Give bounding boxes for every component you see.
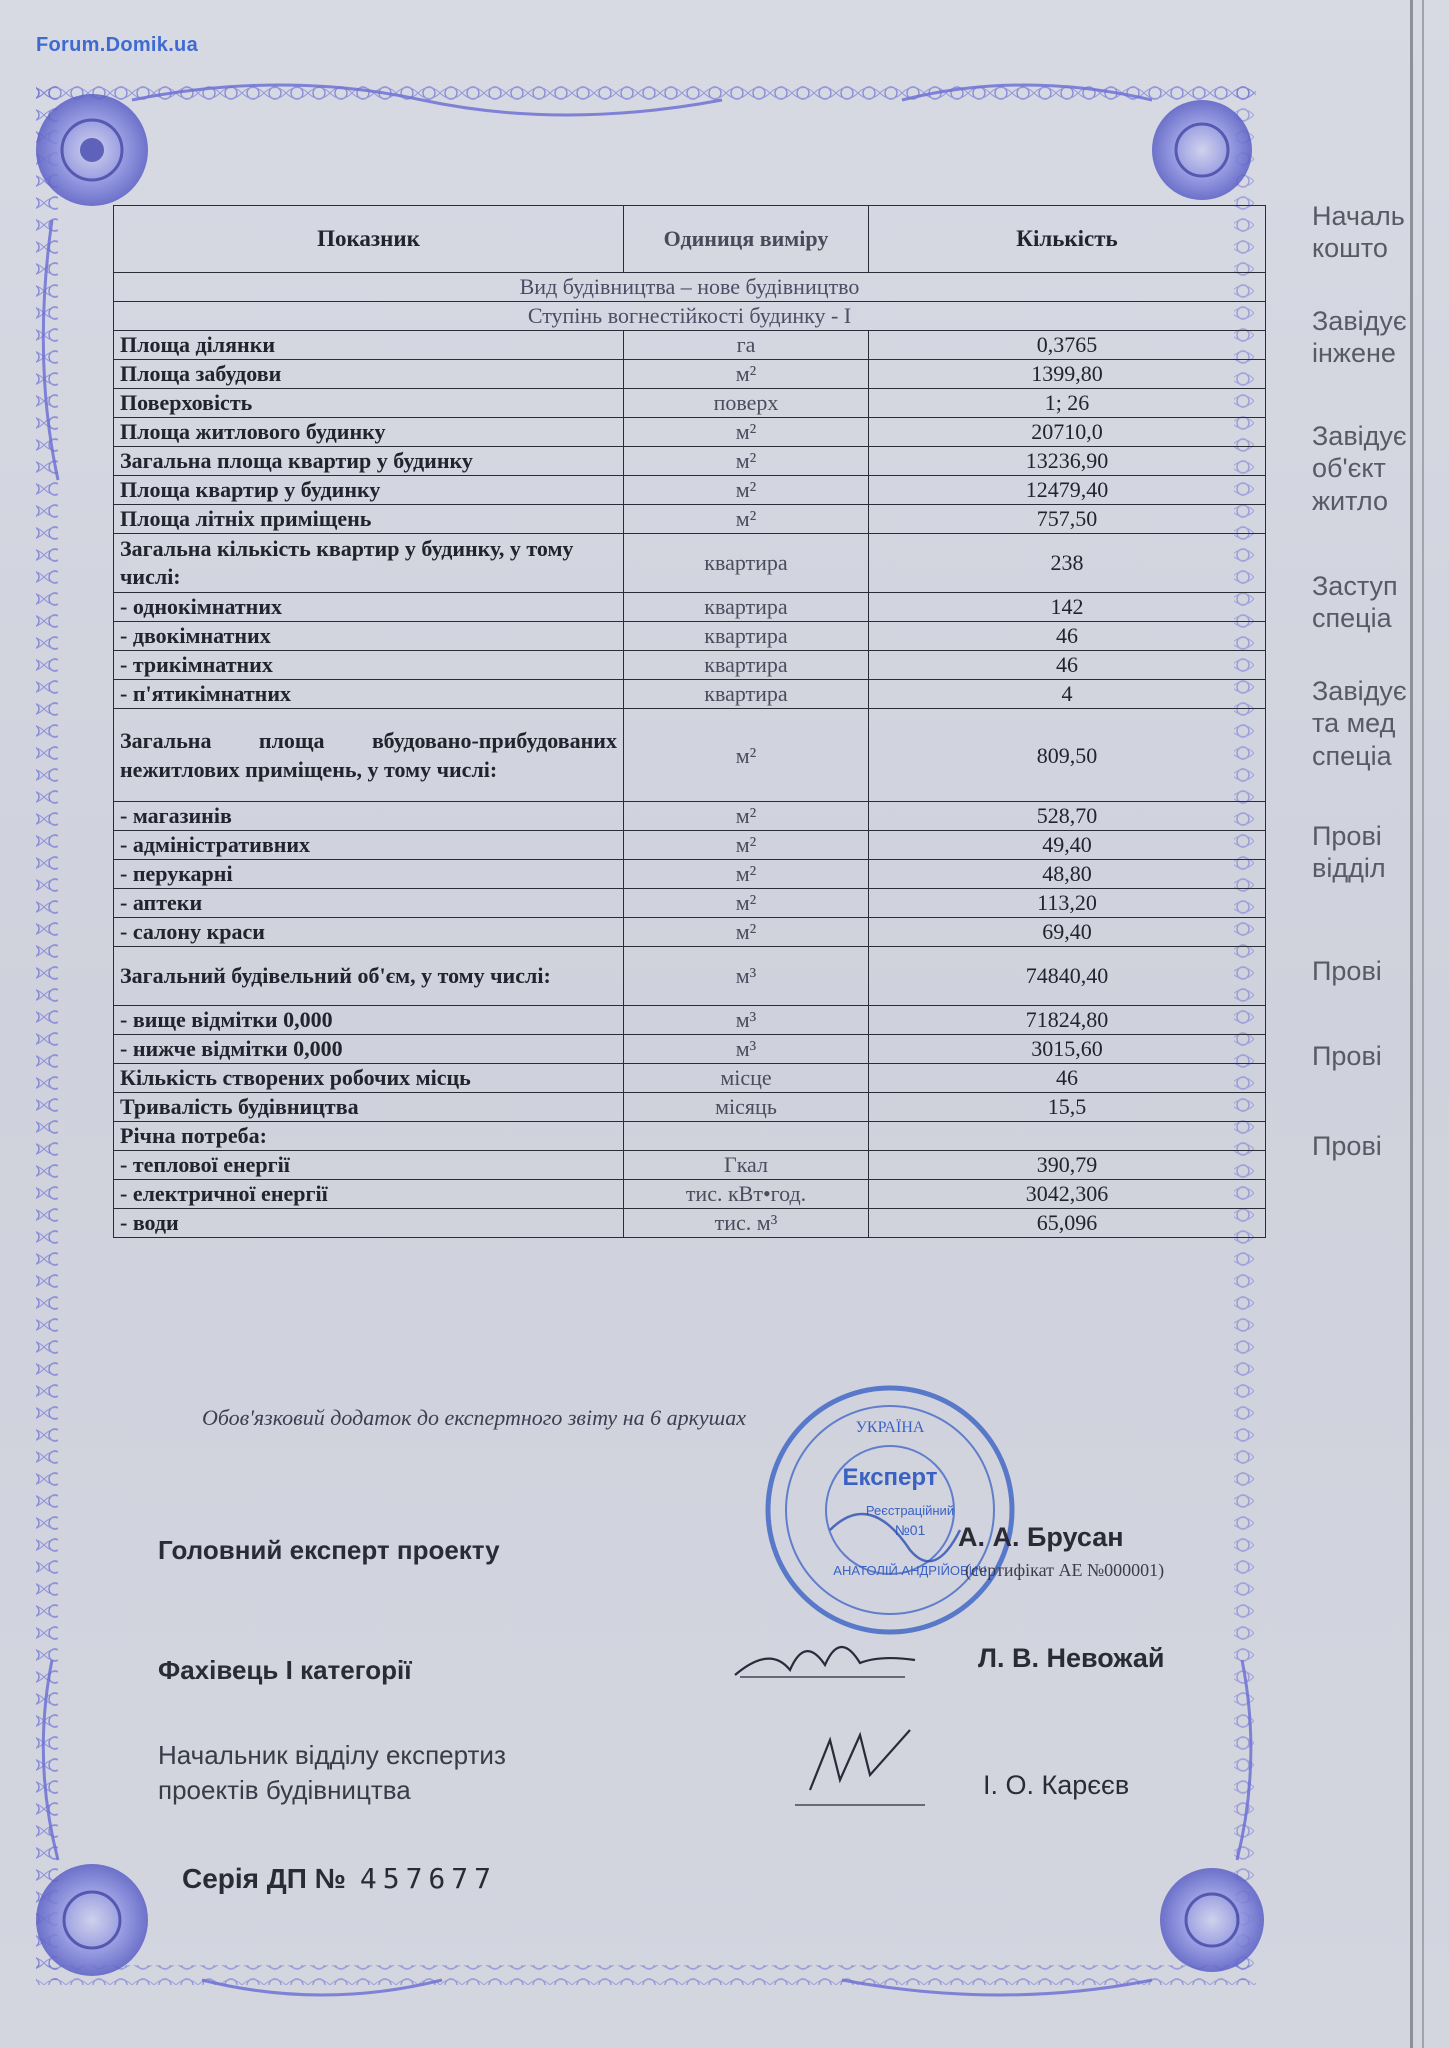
- series-digits: 457677: [359, 1862, 498, 1895]
- row-label: - магазинів: [114, 802, 624, 831]
- row-unit: м³: [624, 947, 869, 1006]
- section-row: [114, 273, 1266, 302]
- row-value: 69,40: [869, 918, 1266, 947]
- table-row: [114, 622, 1266, 651]
- section-row: [114, 302, 1266, 331]
- column-header-indicator: Показник: [114, 206, 624, 273]
- row-label: Площа літніх приміщень: [114, 505, 624, 534]
- table-row: [114, 709, 1266, 802]
- row-label: Загальна кількість квартир у будинку, у тому числі:: [114, 534, 624, 593]
- row-value: 49,40: [869, 831, 1266, 860]
- row-value: 390,79: [869, 1151, 1266, 1180]
- stamp-title: Експерт: [842, 1464, 938, 1491]
- row-unit: поверх: [624, 389, 869, 418]
- row-value: 809,50: [869, 709, 1266, 802]
- table-row: [114, 831, 1266, 860]
- row-label: Тривалість будівництва: [114, 1093, 624, 1122]
- row-unit: м²: [624, 447, 869, 476]
- row-unit: тис. м³: [624, 1209, 869, 1238]
- table-row: [114, 1064, 1266, 1093]
- row-label: Площа житлового будинку: [114, 418, 624, 447]
- row-value: 46: [869, 651, 1266, 680]
- table-row: [114, 447, 1266, 476]
- document-page: Forum.Domik.ua Началь кошто Завідує інжене Завідує об'єкт житло Заступ спеціа Завідує та мед спеціа Прові відділ Прові Прові Прові Показник Одиниця виміру Кількість Вид будівництва – нове будівництво Ступінь вогнестійкості будинку - I Площа ділянки га 0,3765 Площа забудови м² 1399,80 Поверховість поверх 1; 26 Площа житлового будинку м² 20710,0 Загальна площа квартир у будинку м² 13236,90 Площа квартир у будинку м² 12479,40 Площа літніх приміщень м² 757,50 Загальна кількість квартир у будинку, у тому числі: квартира 238 - однокімнатних квартира 142 - двокімнатних квартира 46 - трикімнатних квартира 46 - п'ятикімнатних квартира 4 Загальна площа вбудовано-прибудованих нежитлових приміщень, у тому числі: м² 809,50 - магазинів м² 528,70 - адміністративних м² 49,40 - перукарні м² 48,80 - аптеки м² 113,20 - салону краси м² 69,40 Загальний будівельний об'єм, у тому числі: м³ 74840,40 - вище відмітки 0,000 м³ 71824,80 - нижче відмітки 0,000 м³ 3015,60 Кількість створених робочих місць місце 46 Тривалість будівництва місяць 15,5 Річна потреба: - теплової енергії Гкал 390,79 - електричної енергії тис. кВт•год. 3042,306 - води тис. м³ 65,096 Обов'язковий додаток до експертного звіту на 6 аркушах УКРАЇНА Експерт Реєстраційний №01 АНАТОЛІЙ АНДРІЙОВИЧ Головний експерт проекту А. А. Брусан (сертифікат АЕ №000001) Фахівець I категорії Л. В. Невожай Начальник відділу експертиз проектів будівництва І. О. Карєєв Серія ДП № 457677: [0, 0, 1449, 2048]
- row-unit: квартира: [624, 651, 869, 680]
- table-row: [114, 1122, 1266, 1151]
- row-unit: місце: [624, 1064, 869, 1093]
- row-value: 113,20: [869, 889, 1266, 918]
- row-label: - води: [114, 1209, 624, 1238]
- department-head-name: І. О. Карєєв: [983, 1770, 1130, 1800]
- row-value: 20710,0: [869, 418, 1266, 447]
- row-label: - перукарні: [114, 860, 624, 889]
- row-value: 13236,90: [869, 447, 1266, 476]
- table-row: [114, 360, 1266, 389]
- row-label: - салону краси: [114, 918, 624, 947]
- row-label: - п'ятикімнатних: [114, 680, 624, 709]
- department-head-signature: [790, 1720, 930, 1810]
- department-head-label: Начальник відділу експертиз проектів будівництва: [158, 1740, 506, 1806]
- row-unit: м²: [624, 418, 869, 447]
- stamp-country: УКРАЇНА: [855, 1419, 925, 1436]
- table-row: [114, 1035, 1266, 1064]
- row-unit: квартира: [624, 622, 869, 651]
- expert-stamp: [760, 1380, 1020, 1640]
- row-label: Поверховість: [114, 389, 624, 418]
- table-row: [114, 1093, 1266, 1122]
- row-value: 46: [869, 622, 1266, 651]
- row-label: Річна потреба:: [114, 1122, 624, 1151]
- stamp-num: №01: [894, 1522, 926, 1538]
- table-row: [114, 476, 1266, 505]
- row-label: Загальна площа квартир у будинку: [114, 447, 624, 476]
- table-row: [114, 889, 1266, 918]
- watermark: Forum.Domik.ua: [36, 34, 198, 56]
- chief-expert-certificate: (сертифікат АЕ №000001): [965, 1560, 1165, 1580]
- row-label: - вище відмітки 0,000: [114, 1006, 624, 1035]
- row-unit: квартира: [624, 593, 869, 622]
- stamp-name: АНАТОЛІЙ АНДРІЙОВИЧ: [833, 1563, 987, 1578]
- row-value: 238: [869, 534, 1266, 593]
- row-value: 0,3765: [869, 331, 1266, 360]
- row-unit: м²: [624, 918, 869, 947]
- row-value: 74840,40: [869, 947, 1266, 1006]
- fire-resistance-degree: Ступінь вогнестійкості будинку - I: [114, 302, 1266, 331]
- table-row: [114, 1006, 1266, 1035]
- row-unit: м²: [624, 709, 869, 802]
- table-row: [114, 534, 1266, 593]
- table-row: [114, 1209, 1266, 1238]
- table-row: [114, 1151, 1266, 1180]
- table-row: [114, 331, 1266, 360]
- row-unit: [624, 1122, 869, 1151]
- table-row: [114, 860, 1266, 889]
- row-label: - теплової енергії: [114, 1151, 624, 1180]
- table-row: [114, 802, 1266, 831]
- page-edge-line: [1422, 0, 1424, 2048]
- row-unit: м²: [624, 831, 869, 860]
- table-row: [114, 651, 1266, 680]
- row-label: Площа квартир у будинку: [114, 476, 624, 505]
- column-header-quantity: Кількість: [869, 206, 1266, 273]
- row-label: Площа забудови: [114, 360, 624, 389]
- table-row: [114, 389, 1266, 418]
- table-row: [114, 418, 1266, 447]
- row-label: - трикімнатних: [114, 651, 624, 680]
- table-row: [114, 680, 1266, 709]
- specialist-signature: [730, 1615, 920, 1690]
- row-unit: Гкал: [624, 1151, 869, 1180]
- column-header-unit: Одиниця виміру: [624, 206, 869, 273]
- row-unit: тис. кВт•год.: [624, 1180, 869, 1209]
- row-value: 1; 26: [869, 389, 1266, 418]
- row-unit: м²: [624, 476, 869, 505]
- row-label: - аптеки: [114, 889, 624, 918]
- table-header-row: [114, 206, 1266, 273]
- table-row: [114, 593, 1266, 622]
- row-label: Загальний будівельний об'єм, у тому числі:: [114, 947, 624, 1006]
- row-value: 3042,306: [869, 1180, 1266, 1209]
- row-value: 48,80: [869, 860, 1266, 889]
- building-indicators-table: [113, 205, 1266, 1238]
- row-unit: квартира: [624, 680, 869, 709]
- row-value: 757,50: [869, 505, 1266, 534]
- row-label: - адміністративних: [114, 831, 624, 860]
- row-value: 15,5: [869, 1093, 1266, 1122]
- row-unit: м³: [624, 1006, 869, 1035]
- row-unit: м²: [624, 360, 869, 389]
- row-unit: га: [624, 331, 869, 360]
- table-row: [114, 918, 1266, 947]
- row-value: 528,70: [869, 802, 1266, 831]
- row-label: - електричної енергії: [114, 1180, 624, 1209]
- row-label: - нижче відмітки 0,000: [114, 1035, 624, 1064]
- row-label: - однокімнатних: [114, 593, 624, 622]
- row-unit: м²: [624, 889, 869, 918]
- row-unit: м²: [624, 860, 869, 889]
- row-unit: м²: [624, 505, 869, 534]
- row-value: 46: [869, 1064, 1266, 1093]
- appendix-note: Обов'язковий додаток до експертного звіту на 6 аркушах: [202, 1405, 747, 1430]
- row-label: Площа ділянки: [114, 331, 624, 360]
- stamp-reg: Реєстраційний: [865, 1503, 955, 1518]
- specialist-label: Фахівець I категорії: [158, 1655, 412, 1685]
- chief-expert-name: А. А. Брусан: [958, 1522, 1124, 1552]
- row-label: Кількість створених робочих місць: [114, 1064, 624, 1093]
- row-unit: м³: [624, 1035, 869, 1064]
- row-label: Загальна площа вбудовано-прибудованих нежитлових приміщень, у тому числі:: [114, 709, 624, 802]
- row-value: 142: [869, 593, 1266, 622]
- row-label: - двокімнатних: [114, 622, 624, 651]
- chief-expert-label: Головний експерт проекту: [158, 1535, 500, 1565]
- series-number: [182, 1862, 497, 1895]
- page-edge-line: [1410, 0, 1413, 2048]
- row-value: 12479,40: [869, 476, 1266, 505]
- row-value: 3015,60: [869, 1035, 1266, 1064]
- row-unit: місяць: [624, 1093, 869, 1122]
- series-label: Серія ДП №: [182, 1863, 346, 1894]
- row-value: 1399,80: [869, 360, 1266, 389]
- construction-type: Вид будівництва – нове будівництво: [114, 273, 1266, 302]
- row-value: [869, 1122, 1266, 1151]
- row-unit: м²: [624, 802, 869, 831]
- table-row: [114, 947, 1266, 1006]
- specialist-name: Л. В. Невожай: [978, 1643, 1165, 1673]
- table-row: [114, 505, 1266, 534]
- row-value: 4: [869, 680, 1266, 709]
- row-value: 71824,80: [869, 1006, 1266, 1035]
- row-unit: квартира: [624, 534, 869, 593]
- table-row: [114, 1180, 1266, 1209]
- row-value: 65,096: [869, 1209, 1266, 1238]
